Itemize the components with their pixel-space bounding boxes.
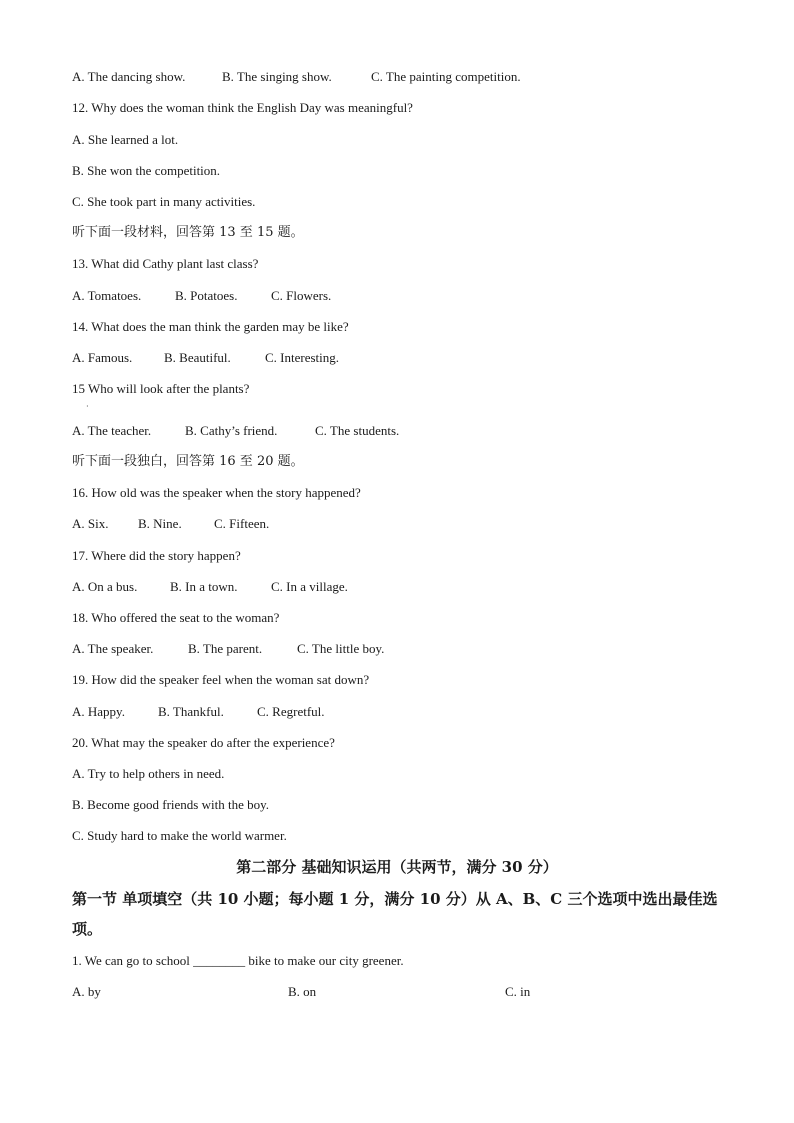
- instruction-13-15: 听下面一段材料，回答第 13 至 15 题。: [72, 225, 304, 240]
- q17-option-a: A. On a bus.: [72, 579, 138, 594]
- q13-option-a: A. Tomatoes.: [72, 288, 142, 303]
- q17-stem: 17. Where did the story happen?: [72, 548, 241, 563]
- q20-option-c: C. Study hard to make the world warmer.: [72, 828, 287, 843]
- q19-option-a: A. Happy.: [72, 704, 125, 719]
- p1-option-c: C. in: [505, 984, 531, 999]
- q18-option-b: B. The parent.: [188, 641, 263, 656]
- q20-option-b: B. Become good friends with the boy.: [72, 797, 270, 812]
- q19-option-c: C. Regretful.: [257, 704, 325, 719]
- stray-dot: ·: [86, 402, 89, 411]
- q13-option-c: C. Flowers.: [271, 288, 332, 303]
- q19-stem: 19. How did the speaker feel when the woman sat down?: [72, 672, 370, 687]
- q16-option-b: B. Nine.: [138, 516, 182, 531]
- q16-stem: 16. How old was the speaker when the story happened?: [72, 485, 361, 500]
- q15-stem: 15 Who will look after the plants?: [72, 381, 250, 396]
- q12-option-a: A. She learned a lot.: [72, 132, 179, 147]
- q17-option-b: B. In a town.: [170, 579, 238, 594]
- q14-option-b: B. Beautiful.: [164, 350, 231, 365]
- q11-option-b: B. The singing show.: [222, 69, 332, 84]
- section1-instruction: 第一节 单项填空（共 10 小题；每小题 1 分，满分 10 分）从 A、B、C 三个选项中选出最佳选项。: [72, 890, 718, 938]
- q11-option-a: A. The dancing show.: [72, 69, 186, 84]
- q15-option-a: A. The teacher.: [72, 423, 152, 438]
- q14-stem: 14. What does the man think the garden may be like?: [72, 319, 349, 334]
- q12-option-c: C. She took part in many activities.: [72, 194, 256, 209]
- q14-option-a: A. Famous.: [72, 350, 133, 365]
- q20-option-a: A. Try to help others in need.: [72, 766, 225, 781]
- q14-option-c: C. Interesting.: [265, 350, 340, 365]
- instruction-16-20: 听下面一段独白，回答第 16 至 20 题。: [72, 454, 304, 469]
- q18-option-c: C. The little boy.: [297, 641, 385, 656]
- p1-option-b: B. on: [288, 984, 317, 999]
- q20-stem: 20. What may the speaker do after the experience?: [72, 735, 335, 750]
- q16-option-c: C. Fifteen.: [214, 516, 270, 531]
- q12-stem: 12. Why does the woman think the English Day was meaningful?: [72, 100, 413, 115]
- q13-stem: 13. What did Cathy plant last class?: [72, 256, 259, 271]
- part2-heading: 第二部分 基础知识运用（共两节，满分 30 分）: [236, 858, 558, 876]
- q19-option-b: B. Thankful.: [158, 704, 224, 719]
- q18-option-a: A. The speaker.: [72, 641, 154, 656]
- q17-option-c: C. In a village.: [271, 579, 348, 594]
- q15-option-c: C. The students.: [315, 423, 400, 438]
- p1-option-a: A. by: [72, 984, 101, 999]
- q11-option-c: C. The painting competition.: [371, 69, 521, 84]
- q12-option-b: B. She won the competition.: [72, 163, 221, 178]
- q18-stem: 18. Who offered the seat to the woman?: [72, 610, 280, 625]
- q15-option-b: B. Cathy’s friend.: [185, 423, 278, 438]
- q16-option-a: A. Six.: [72, 516, 109, 531]
- p1-stem: 1. We can go to school ________ bike to make our city greener.: [72, 953, 404, 968]
- q13-option-b: B. Potatoes.: [175, 288, 238, 303]
